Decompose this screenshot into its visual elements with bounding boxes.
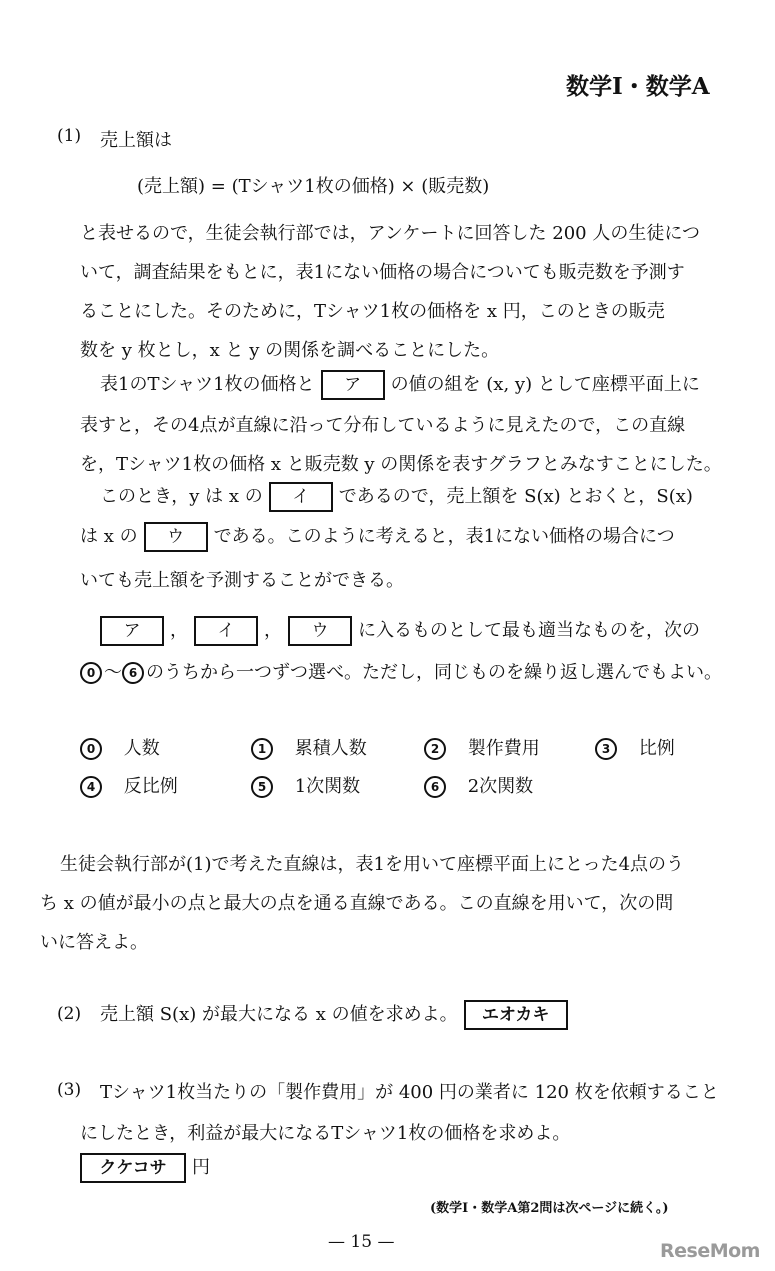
option-1[interactable]: [251, 734, 367, 760]
option-2[interactable]: [424, 734, 540, 760]
option-number: 2: [424, 738, 446, 760]
text-line: と表せるので，生徒会執行部では，アンケートに回答した 200 人の生徒につ: [80, 223, 700, 244]
text-line: いても売上額を予測することができる。: [80, 570, 404, 591]
text-segment: のうちから一つずつ選べ。ただし，同じものを繰り返し選んでもよい。: [146, 662, 722, 683]
sales-formula: (売上額) = (Tシャツ1枚の価格) × (販売数): [137, 176, 490, 197]
question-3-number: (3): [57, 1080, 82, 1100]
option-label: 比例: [638, 738, 675, 759]
option-number: 6: [424, 776, 446, 798]
answer-box-i-ref[interactable]: イ: [194, 616, 258, 646]
option-0[interactable]: [80, 734, 160, 760]
answer-box-kukekosa[interactable]: クケコサ: [80, 1153, 186, 1183]
option-3[interactable]: [595, 734, 675, 760]
option-number: 3: [595, 738, 617, 760]
option-5[interactable]: [251, 772, 360, 798]
text-segment: であるので，売上額を S(x) とおくと，S(x): [338, 486, 693, 507]
separator: ，: [264, 620, 282, 641]
question-3-line-1: Tシャツ1枚当たりの「製作費用」が 400 円の業者に 120 枚を依頼すること: [100, 1082, 719, 1103]
text-segment: は x の: [80, 526, 138, 547]
text-line: [100, 480, 693, 514]
choice-range-start: 0: [80, 662, 102, 684]
text-line: [100, 368, 700, 402]
text-segment: の値の組を (x, y) として座標平面上に: [390, 374, 700, 395]
text-line: [100, 614, 700, 648]
question-3-answer: [80, 1153, 210, 1183]
option-number: 4: [80, 776, 102, 798]
question-2-line: [100, 1000, 574, 1030]
question-1-lead: 売上額は: [100, 130, 172, 151]
text-segment: このとき，y は x の: [100, 486, 263, 507]
separator: ，: [170, 620, 188, 641]
option-4[interactable]: [80, 772, 178, 798]
option-label: 反比例: [123, 776, 178, 797]
option-label: 製作費用: [467, 738, 540, 759]
text-line: ち x の値が最小の点と最大の点を通る直線である。この直線を用いて，次の問: [40, 893, 674, 914]
answer-box-a-ref[interactable]: ア: [100, 616, 164, 646]
text-segment: である。このように考えると，表1にない価格の場合につ: [213, 526, 675, 547]
answer-box-u[interactable]: ウ: [144, 522, 208, 552]
text-line: ることにした。そのために，Tシャツ1枚の価格を x 円，このときの販売: [80, 301, 665, 322]
page-header-title: 数学Ⅰ・数学A: [566, 73, 710, 100]
text-line: [80, 520, 675, 554]
option-6[interactable]: [424, 772, 533, 798]
text-line: 表すと，その4点が直線に沿って分布しているように見えたので，この直線: [80, 415, 686, 436]
text-segment: に入るものとして最も適当なものを，次の: [358, 620, 700, 641]
question-3-line-2: にしたとき，利益が最大になるTシャツ1枚の価格を求めよ。: [80, 1123, 571, 1144]
answer-box-a[interactable]: ア: [321, 370, 385, 400]
text-segment: 表1のTシャツ1枚の価格と: [100, 374, 315, 395]
answer-box-i[interactable]: イ: [269, 482, 333, 512]
choice-range-end: 6: [122, 662, 144, 684]
option-number: 0: [80, 738, 102, 760]
text-line: 数を y 枚とし，x と y の関係を調べることにした。: [80, 340, 500, 361]
option-label: 累積人数: [294, 738, 367, 759]
question-2-number: (2): [57, 1004, 82, 1024]
text-line: を，Tシャツ1枚の価格 x と販売数 y の関係を表すグラフとみなすことにした。: [80, 454, 722, 475]
question-2-text: 売上額 S(x) が最大になる x の値を求めよ。: [100, 1004, 458, 1025]
option-number: 1: [251, 738, 273, 760]
answer-box-ekaki[interactable]: エオカキ: [464, 1000, 568, 1030]
resemom-logo: ReseMom: [660, 1240, 760, 1262]
text-line: いて，調査結果をもとに，表1にない価格の場合についても販売数を予測す: [80, 262, 685, 283]
unit-label: 円: [192, 1157, 210, 1178]
text-line: いに答えよ。: [40, 932, 148, 953]
page-number: — 15 —: [328, 1232, 395, 1252]
option-label: 2次関数: [467, 776, 534, 797]
continued-note: (数学Ⅰ・数学A第2問は次ページに続く。): [430, 1201, 669, 1216]
option-label: 1次関数: [294, 776, 361, 797]
option-number: 5: [251, 776, 273, 798]
question-1-number: (1): [57, 126, 82, 146]
text-segment: ～: [104, 662, 122, 683]
option-label: 人数: [123, 738, 160, 759]
answer-box-u-ref[interactable]: ウ: [288, 616, 352, 646]
text-line: [80, 658, 722, 688]
text-line: 生徒会執行部が(1)で考えた直線は，表1を用いて座標平面上にとった4点のう: [60, 854, 685, 875]
